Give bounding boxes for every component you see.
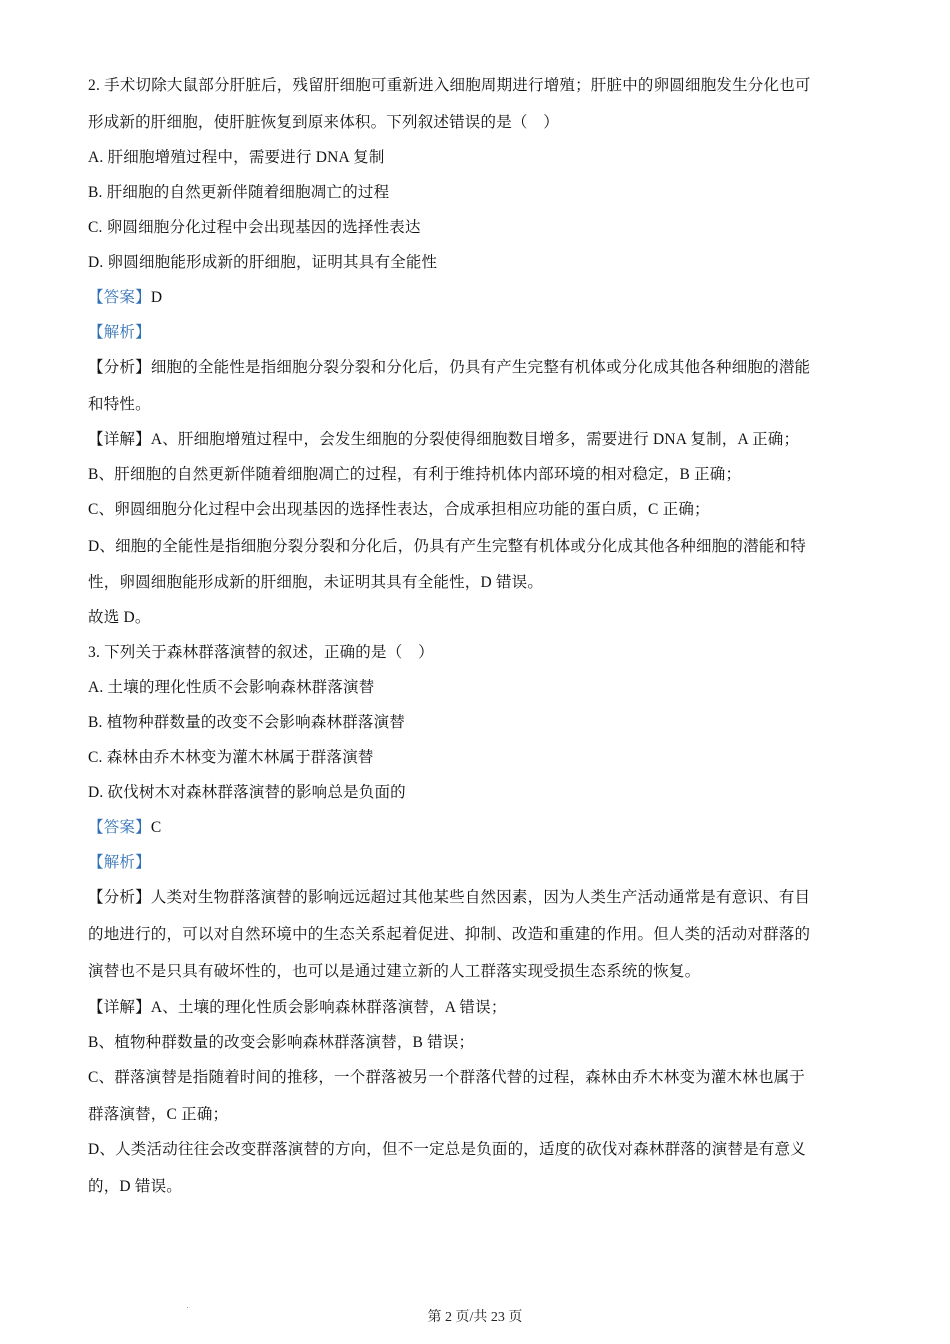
answer-value: D <box>150 289 163 306</box>
q2-option-c: C. 卵圆细胞分化过程中会出现基因的选择性表达 <box>88 219 421 236</box>
q2-xiangjie-line-3: C、卵圆细胞分化过程中会出现基因的选择性表达，合成承担相应功能的蛋白质，C 正确； <box>88 501 710 518</box>
q3-fenxi-line-3: 演替也不是只具有破坏性的，也可以是通过建立新的人工群落实现受损生态系统的恢复。 <box>88 963 701 980</box>
q3-fenxi-line-1 <box>88 888 810 908</box>
q2-stem-line-2: 形成新的肝细胞，使肝脏恢复到原来体积。下列叙述错误的是（ ） <box>88 114 560 131</box>
q3-option-a: A. 土壤的理化性质不会影响森林群落演替 <box>88 679 375 696</box>
q2-option-d: D. 卵圆细胞能形成新的肝细胞，证明其具有全能性 <box>88 254 438 271</box>
q2-option-b: B. 肝细胞的自然更新伴随着细胞凋亡的过程 <box>88 184 390 201</box>
q3-option-d: D. 砍伐树木对森林群落演替的影响总是负面的 <box>88 784 406 801</box>
q2-analysis-label: 【解析】 <box>88 324 151 341</box>
fenxi-text: 人类对生物群落演替的影响远远超过其他某些自然因素，因为人类生产活动通常是有意识、有目 <box>150 889 811 906</box>
fenxi-text: 细胞的全能性是指细胞分裂分裂和分化后，仍具有产生完整有机体或分化成其他各种细胞的潜能 <box>150 359 811 376</box>
q3-analysis-label: 【解析】 <box>88 854 151 871</box>
q3-xiangjie-line-5: D、人类活动往往会改变群落演替的方向，但不一定总是负面的，适度的砍伐对森林群落的演替是有意义 <box>88 1141 806 1158</box>
q3-option-c: C. 森林由乔木林变为灌木林属于群落演替 <box>88 749 374 766</box>
xiangjie-text: A、肝细胞增殖过程中，会发生细胞的分裂使得细胞数目增多，需要进行 DNA 复制，A 正确； <box>150 431 800 448</box>
q2-answer <box>88 288 162 308</box>
q2-fenxi-line-1 <box>88 358 810 378</box>
q2-stem-line-1: 2. 手术切除大鼠部分肝脏后，残留肝细胞可重新进入细胞周期进行增殖；肝脏中的卵圆细胞发生分化也可 <box>88 77 811 94</box>
q3-fenxi-line-2: 的地进行的，可以对自然环境中的生态关系起着促进、抑制、改造和重建的作用。但人类的活动对群落的 <box>88 926 811 943</box>
q3-xiangjie-line-6: 的，D 错误。 <box>88 1178 182 1195</box>
q3-option-b: B. 植物种群数量的改变不会影响森林群落演替 <box>88 714 405 731</box>
q3-answer <box>88 818 161 838</box>
q2-xiangjie-line-5: 性，卵圆细胞能形成新的肝细胞，未证明其具有全能性，D 错误。 <box>88 574 544 591</box>
fenxi-label: 【分析】 <box>88 359 151 376</box>
answer-label: 【答案】 <box>88 289 151 306</box>
q2-xiangjie-line-2: B、肝细胞的自然更新伴随着细胞凋亡的过程，有利于维持机体内部环境的相对稳定，B 正确； <box>88 466 742 483</box>
fenxi-label: 【分析】 <box>88 889 151 906</box>
xiangjie-text: A、土壤的理化性质会影响森林群落演替，A 错误； <box>150 999 507 1016</box>
q3-xiangjie-line-1 <box>88 998 507 1018</box>
q3-xiangjie-line-3: C、群落演替是指随着时间的推移，一个群落被另一个群落代替的过程，森林由乔木林变为灌木林也属于 <box>88 1069 806 1086</box>
q2-xiangjie-line-4: D、细胞的全能性是指细胞分裂分裂和分化后，仍具有产生完整有机体或分化成其他各种细胞的潜能和特 <box>88 538 806 555</box>
answer-label: 【答案】 <box>88 819 151 836</box>
page-indicator: 第 2 页/共 23 页 <box>427 1310 523 1325</box>
xiangjie-label: 【详解】 <box>88 999 151 1016</box>
q2-option-a: A. 肝细胞增殖过程中，需要进行 DNA 复制 <box>88 149 385 166</box>
q2-xiangjie-line-1 <box>88 430 799 450</box>
q3-xiangjie-line-2: B、植物种群数量的改变会影响森林群落演替，B 错误； <box>88 1034 475 1051</box>
q2-conclusion: 故选 D。 <box>88 609 151 626</box>
q3-stem: 3. 下列关于森林群落演替的叙述，正确的是（ ） <box>88 644 434 661</box>
answer-value: C <box>150 819 162 836</box>
xiangjie-label: 【详解】 <box>88 431 151 448</box>
q3-xiangjie-line-4: 群落演替，C 正确； <box>88 1106 229 1123</box>
q2-fenxi-line-2: 和特性。 <box>88 396 151 413</box>
